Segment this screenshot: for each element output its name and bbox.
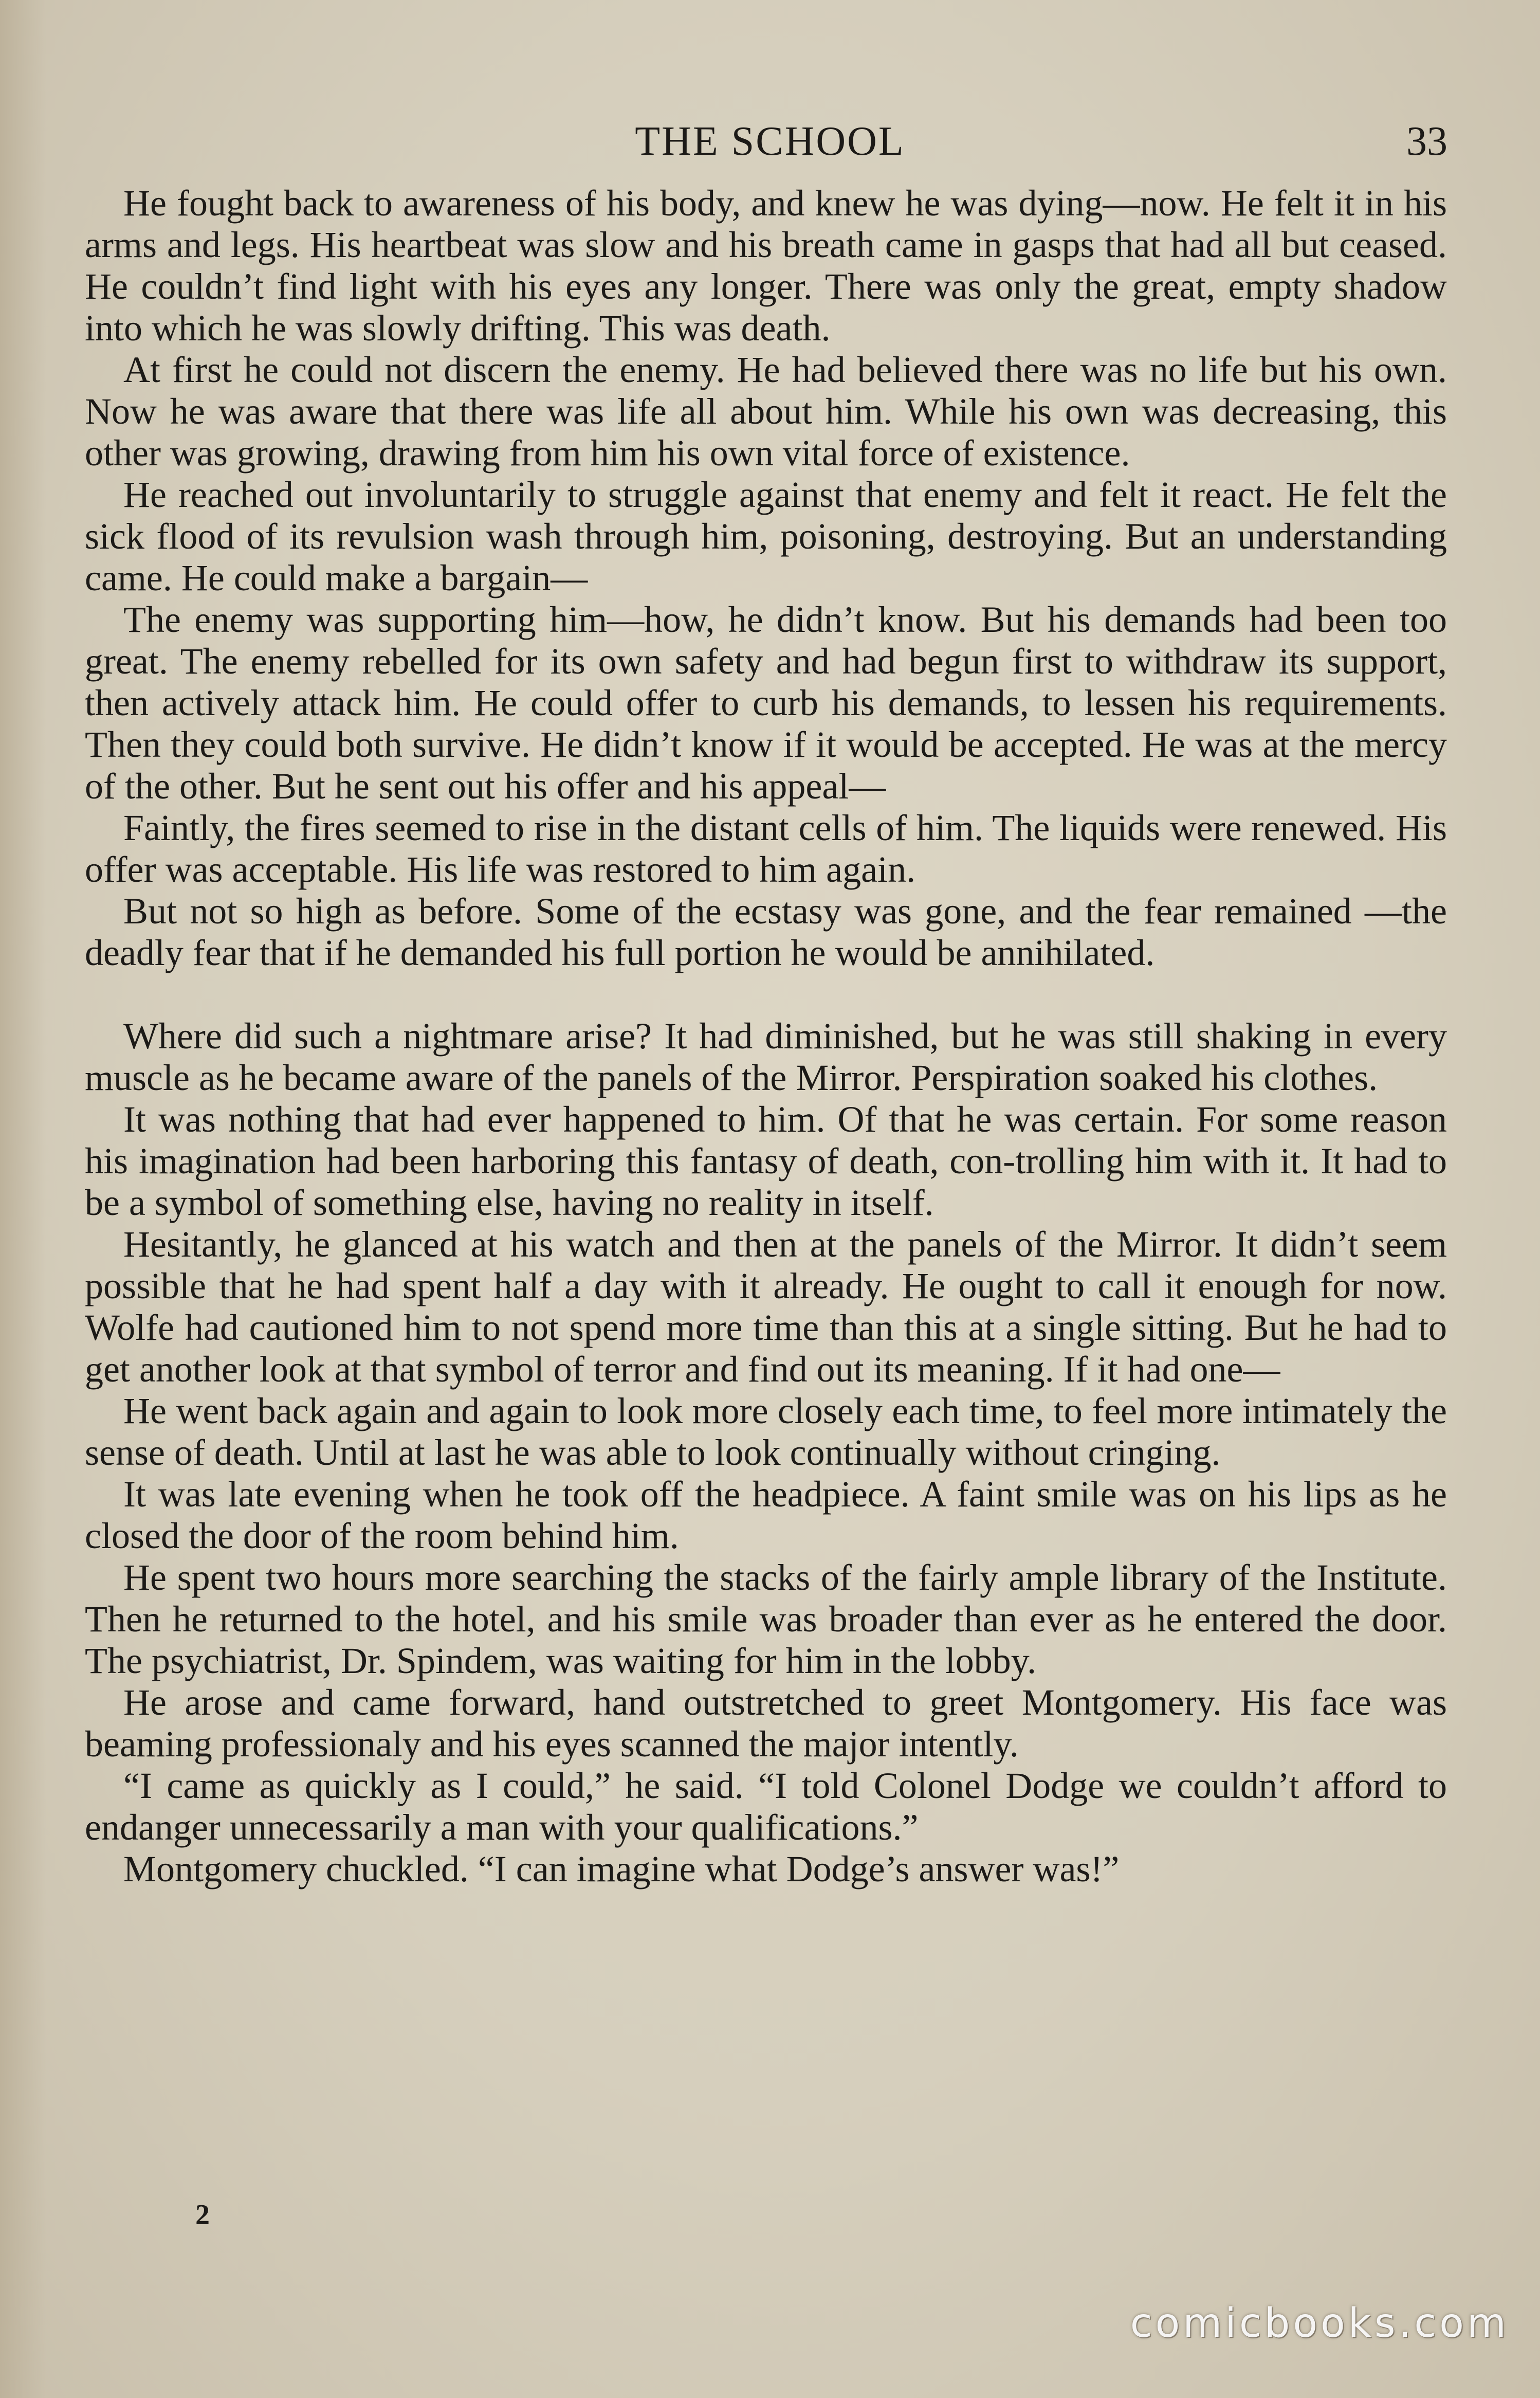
paragraph: Hesitantly, he glanced at his watch and then at the panels of the Mirror. It didn’t seem possible that he had spent half a day with it already. He ought to call it enough for now. Wolfe had cautioned him to not spend more time than this at a single sitting. But he had to get another look at that symbol of terror and find out its meaning. If it had one— <box>85 1224 1447 1390</box>
paragraph: He fought back to awareness of his body, and knew he was dying—now. He felt it in his arms and legs. His heartbeat was slow and his breath came in gasps that had all but ceased. He couldn’t find light with his eyes any longer. There was only the great, empty shadow into which he was slowly drifting. This was death. <box>85 183 1447 349</box>
paragraph: He went back again and again to look more closely each time, to feel more intimately the sense of death. Until at last he was able to look continually without cringing. <box>85 1390 1447 1473</box>
page-edge-shadow <box>0 0 46 2398</box>
paragraph: He reached out involuntarily to struggle against that enemy and felt it react. He felt the sick flood of its revulsion wash through him, poisoning, destroying. But an understanding came. He could make a bargain— <box>85 474 1447 598</box>
paragraph: “I came as quickly as I could,” he said. “I told Colonel Dodge we couldn’t afford to endanger unnecessarily a man with your qualifications.” <box>85 1765 1447 1848</box>
paragraph: But not so high as before. Some of the ecstasy was gone, and the fear remained —the deadly fear that if he demanded his full portion he would be annihilated. <box>85 891 1447 973</box>
paragraph: Montgomery chuckled. “I can imagine what Dodge’s answer was!” <box>123 1848 1120 1890</box>
running-title: THE SCHOOL <box>635 119 905 164</box>
section-break <box>85 974 1447 1015</box>
signature-mark: 2 <box>195 2199 210 2231</box>
paragraph: At first he could not discern the enemy. He had believed there was no life but his own. Now he was aware that there was life all about him. While his own was decreasing, this other was growing, drawing from him his own vital force of existence. <box>85 349 1447 474</box>
body-text <box>85 183 1447 1890</box>
paragraph: It was nothing that had ever happened to him. Of that he was certain. For some reason his imagination had been harboring this fantasy of death, con-trolling him with it. It had to be a symbol of something else, having no reality in itself. <box>85 1099 1447 1223</box>
paragraph: The enemy was supporting him—how, he didn’t know. But his demands had been too great. The enemy rebelled for its own safety and had begun first to withdraw its support, then actively attack him. He could offer to curb his demands, to lessen his requirements. Then they could both survive. He didn’t know if it would be accepted. He was at the mercy of the other. But he sent out his offer and his appeal— <box>85 599 1447 807</box>
paragraph: He arose and came forward, hand outstretched to greet Montgomery. His face was beaming professionaly and his eyes scanned the major intently. <box>85 1682 1447 1765</box>
paragraph: It was late evening when he took off the headpiece. A faint smile was on his lips as he closed the door of the room behind him. <box>85 1474 1447 1556</box>
paragraph: Where did such a nightmare arise? It had diminished, but he was still shaking in every muscle as he became aware of the panels of the Mirror. Perspiration soaked his clothes. <box>85 1015 1447 1098</box>
running-head <box>0 111 1540 172</box>
page-number: 33 <box>1406 119 1447 164</box>
watermark: comicbooks.com <box>1130 2300 1509 2347</box>
paragraph: Faintly, the fires seemed to rise in the distant cells of him. The liquids were renewed. His offer was acceptable. His life was restored to him again. <box>85 807 1447 890</box>
paragraph: He spent two hours more searching the stacks of the fairly ample library of the Institute. Then he returned to the hotel, and his smile was broader than ever as he entered the door. The psychiatrist, Dr. Spindem, was waiting for him in the lobby. <box>85 1557 1447 1681</box>
